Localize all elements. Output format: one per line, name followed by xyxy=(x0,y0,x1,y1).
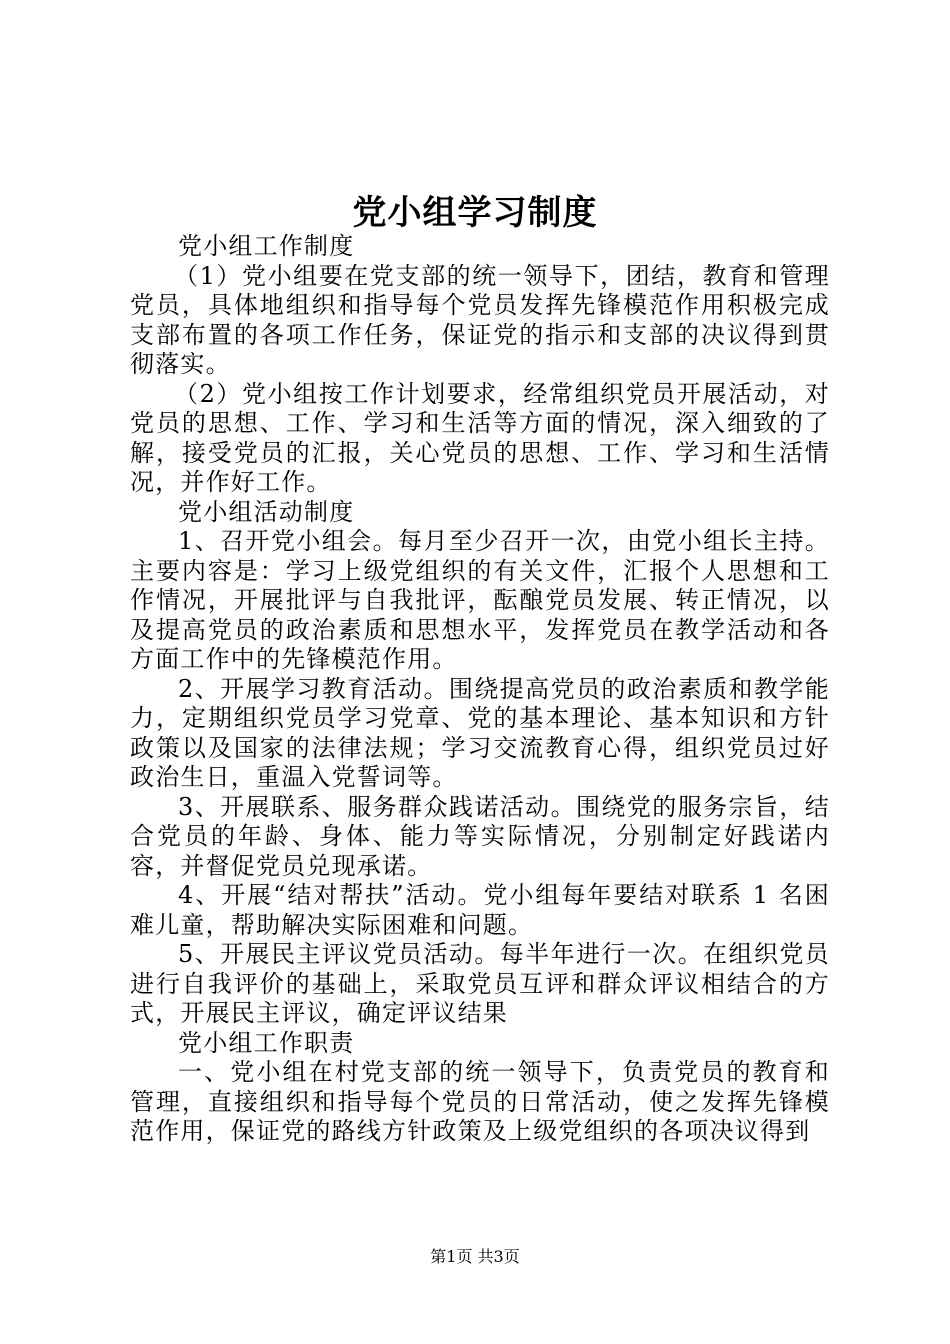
section-heading-work-system: 党小组工作制度 xyxy=(178,232,355,260)
paragraph-1: （1）党小组要在党支部的统一领导下，团结，教育和管理党员，具体地组织和指导每个党员发挥先锋模范作用积极完成支部布置的各项工作任务，保证党的指示和支部的决议得到贯彻落实。 xyxy=(130,261,830,378)
paragraph-7: 5、开展民主评议党员活动。每半年进行一次。在组织党员进行自我评价的基础上，采取党员互评和群众评议相结合的方式，开展民主评议，确定评议结果 xyxy=(130,940,830,1027)
section-heading-duties: 党小组工作职责 xyxy=(178,1028,355,1057)
document-title: 党小组学习制度 xyxy=(352,193,598,233)
paragraph-8: 一、党小组在村党支部的统一领导下，负责党员的教育和管理，直接组织和指导每个党员的日常活动，使之发挥先锋模范作用，保证党的路线方针政策及上级党组织的各项决议得到 xyxy=(130,1058,830,1145)
paragraph-4: 2、开展学习教育活动。围绕提高党员的政治素质和教学能力，定期组织党员学习党章、党的基本理论、基本知识和方针政策以及国家的法律法规；学习交流教育心得，组织党员过好政治生日，重温入党誓词等。 xyxy=(130,674,830,791)
paragraph-6: 4、开展“结对帮扶”活动。党小组每年要结对联系 1 名困难儿童，帮助解决实际困难和问题。 xyxy=(130,881,830,939)
page-footer: 第1页 共3页 xyxy=(430,1247,520,1266)
paragraph-2: （2）党小组按工作计划要求，经常组织党员开展活动，对党员的思想、工作、学习和生活等方面的情况，深入细致的了解，接受党员的汇报，关心党员的思想、工作、学习和生活情况，并作好工作。 xyxy=(130,379,830,496)
paragraph-5: 3、开展联系、服务群众践诺活动。围绕党的服务宗旨，结合党员的年龄、身体、能力等实际情况，分别制定好践诺内容，并督促党员兑现承诺。 xyxy=(130,792,830,880)
section-heading-activity-system: 党小组活动制度 xyxy=(178,497,355,526)
paragraph-3: 1、召开党小组会。每月至少召开一次，由党小组长主持。主要内容是：学习上级党组织的有关文件，汇报个人思想和工作情况，开展批评与自我批评，酝酿党员发展、转正情况，以及提高党员的政治素质和思想水平，发挥党员在教学活动和各方面工作中的先锋模范作用。 xyxy=(130,527,830,673)
document-body xyxy=(130,232,830,1147)
